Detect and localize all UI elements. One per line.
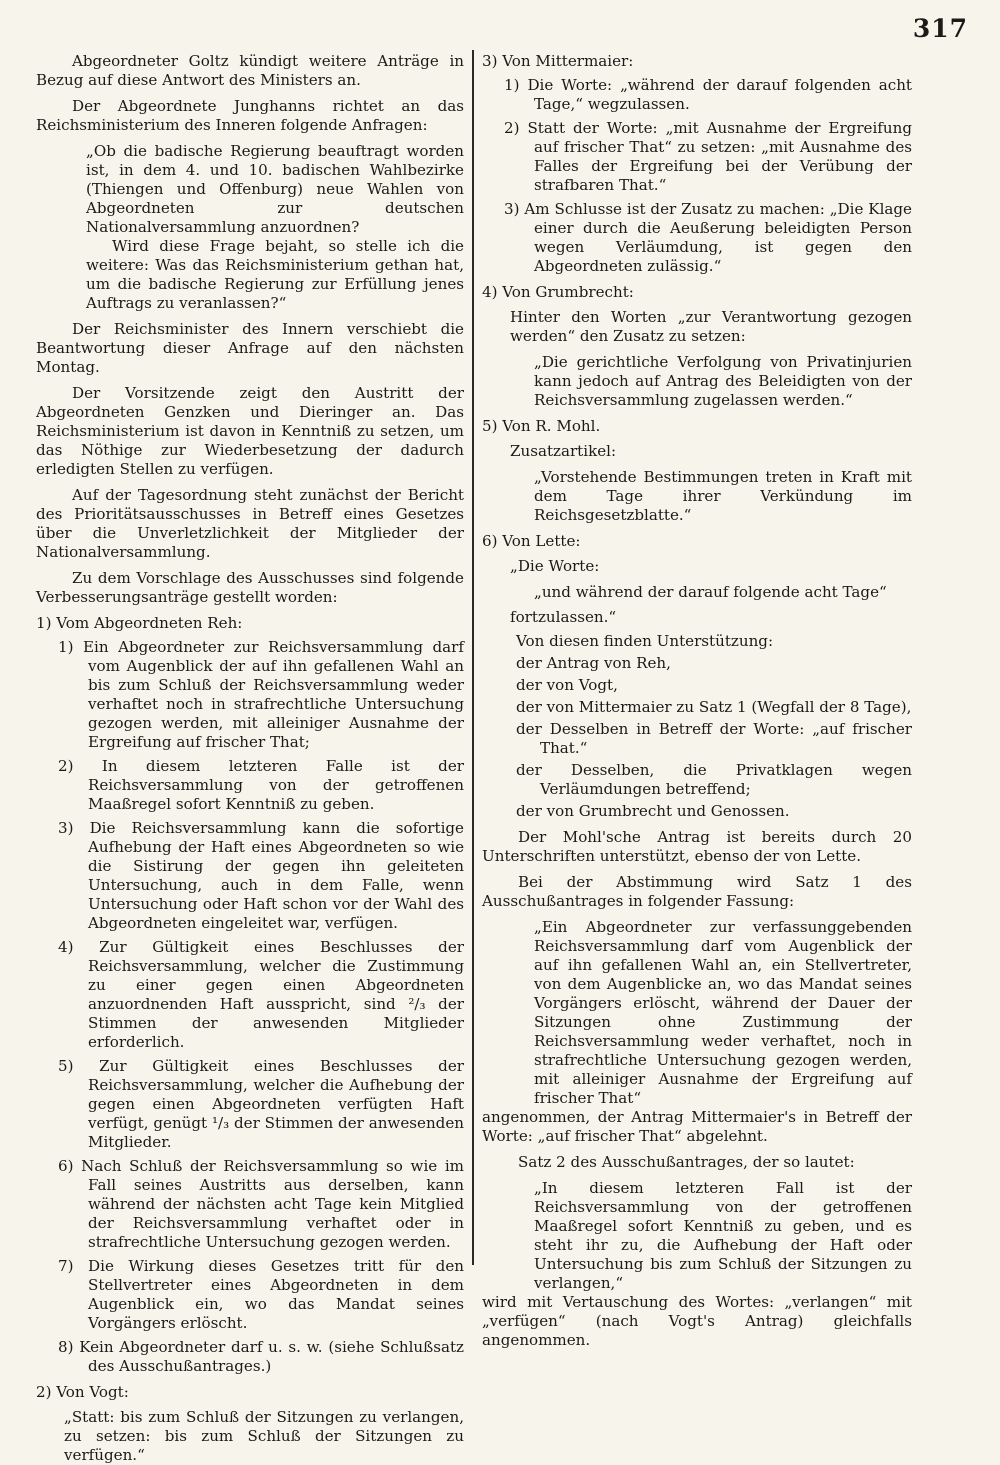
support-item-3: der von Mittermaier zu Satz 1 (Wegfall der 8 Tage), (516, 698, 912, 716)
paragraph-angenommen: angenommen, der Antrag Mittermaier's in Betreff der Worte: „auf frischer That“ abgelehnt. (482, 1108, 912, 1145)
support-item-6: der von Grumbrecht und Genossen. (516, 802, 790, 820)
paragraph-goltz: Abgeordneter Goltz kündigt weitere Anträge in Bezug auf diese Antwort des Ministers an. (36, 52, 464, 89)
mohl-quote: „Vorstehende Bestimmungen treten in Kraft mit dem Tage ihrer Verkündung im Reichsgesetzblatte.“ (534, 468, 912, 524)
paragraph-vorschlag: Zu dem Vorschlage des Ausschusses sind folgende Verbesserungsanträge gestellt worden: (36, 569, 464, 606)
reh-item-5: 5) Zur Gültigkeit eines Beschlusses der Reichsversammlung, welcher die Aufhebung der gegen einen Abgeordneten verfügten Haft verfügt, genügt ¹/₃ der Stimmen der anwesenden Mitglieder. (58, 1057, 464, 1151)
heading-reh: 1) Vom Abgeordneten Reh: (36, 614, 243, 632)
reh-item-7: 7) Die Wirkung dieses Gesetzes tritt für den Stellvertreter eines Abgeordneten in dem Augenblick ein, wo das Mandat seines Vorgängers erlöscht. (58, 1257, 464, 1332)
lette-quote: „und während der darauf folgende acht Tage“ (534, 583, 887, 601)
grumbrecht-quote: „Die gerichtliche Verfolgung von Privatinjurien kann jedoch auf Antrag des Beleidigten von der Reichsversammlung zugelassen werden.“ (534, 353, 912, 409)
heading-mittermaier: 3) Von Mittermaier: (482, 52, 634, 70)
mittermaier-item-3: 3) Am Schlusse ist der Zusatz zu machen: „Die Klage einer durch die Aeußerung beleidigten Person wegen Verläumdung, ist gegen den Abgeordneten zulässig.“ (504, 200, 912, 275)
quote-question-2: Wird diese Frage bejaht, so stelle ich die weitere: Was das Reichsministerium gethan hat, um die badische Regierung zur Erfüllung jenes Auftrags zu veranlassen?“ (86, 237, 464, 312)
reh-item-4: 4) Zur Gültigkeit eines Beschlusses der Reichsversammlung, welcher die Zustimmung zu einer gegen einen Abgeordneten anzuordnenden Haft ausspricht, sind ²/₃ der Stimmen der anwesenden Mitglieder erforderlich. (58, 938, 464, 1051)
mohl-label: Zusatzartikel: (510, 442, 617, 460)
abstimmung-quote: „Ein Abgeordneter zur verfassunggebenden Reichsversammlung darf vom Augenblick der auf ihn gefallenen Wahl an, ein Stellvertreter, von dem Augenblicke an, wo das Mandat seines Vorgängers erlöscht, während der Dauer der Sitzungen ohne Zustimmung der Reichsversammlung weder verhaftet, noch in strafrechtliche Untersuchung gezogen werden, mit alleiniger Ausnahme der Ergreifung auf frischer That“ (534, 918, 912, 1107)
reh-item-1: 1) Ein Abgeordneter zur Reichsversammlung darf vom Augenblick der auf ihn gefallenen Wahl an bis zum Schluß der Reichsversammlung weder verhaftet noch in strafrechtliche Untersuchung gezogen werden, mit alleiniger Ausnahme der Ergreifung auf frischer That; (58, 638, 464, 751)
reh-item-6: 6) Nach Schluß der Reichsversammlung so wie im Fall seines Austritts aus derselben, kann während der nächsten acht Tage kein Mitglied der Reichsversammlung verhaftet oder in strafrechtliche Untersuchung gezogen werden. (58, 1157, 464, 1251)
reh-item-8: 8) Kein Abgeordneter darf u. s. w. (siehe Schlußsatz des Ausschußantrages.) (58, 1338, 464, 1375)
paragraph-tagesordnung: Auf der Tagesordnung steht zunächst der Bericht des Prioritätsausschusses in Betreff eines Gesetzes über die Unverletzlichkeit der Mitglieder der Nationalversammlung. (36, 486, 464, 561)
paragraph-satz2: Satz 2 des Ausschußantrages, der so lautet: (518, 1153, 855, 1171)
reh-item-2: 2) In diesem letzteren Falle ist der Reichsversammlung von der getroffenen Maaßregel sofort Kenntniß zu geben. (58, 757, 464, 813)
paragraph-vorsitzende: Der Vorsitzende zeigt den Austritt der Abgeordneten Genzken und Dieringer an. Das Reichsministerium ist davon in Kenntniß zu setzen, um das Nöthige zur Wiederbesetzung der dadurch erledigten Stellen zu verfügen. (36, 384, 464, 478)
heading-lette: 6) Von Lette: (482, 532, 581, 550)
mittermaier-item-2: 2) Statt der Worte: „mit Ausnahme der Ergreifung auf frischer That“ zu setzen: „mit Ausnahme des Falles der Ergreifung bei der Verübung der strafbaren That.“ (504, 119, 912, 194)
support-intro: Von diesen finden Unterstützung: (516, 632, 774, 650)
lette-end: fortzulassen.“ (510, 608, 617, 626)
paragraph-junghanns: Der Abgeordnete Junghanns richtet an das Reichsministerium des Inneren folgende Anfragen: (36, 97, 464, 134)
support-item-2: der von Vogt, (516, 676, 618, 694)
paragraph-abstimmung: Bei der Abstimmung wird Satz 1 des Ausschußantrages in folgender Fassung: (482, 873, 912, 910)
heading-mohl: 5) Von R. Mohl. (482, 417, 601, 435)
support-item-5: der Desselben, die Privatklagen wegen Verläumdungen betreffend; (516, 761, 912, 798)
satz2-quote: „In diesem letzteren Fall ist der Reichsversammlung von der getroffenen Maaßregel sofort Kenntniß zu geben, und es steht ihr zu, die Aufhebung der Haft oder Untersuchung bis zum Schluß der Sitzungen zu verlangen,“ (534, 1179, 912, 1292)
paragraph-mohl-antrag: Der Mohl'sche Antrag ist bereits durch 20 Unterschriften unterstützt, ebenso der von Lette. (482, 828, 912, 865)
heading-vogt: 2) Von Vogt: (36, 1383, 129, 1401)
page-number: 317 (912, 14, 968, 43)
quote-question-1: „Ob die badische Regierung beauftragt worden ist, in dem 4. und 10. badischen Wahlbezirke (Thiengen und Offenburg) neue Wahlen von Abgeordneten zur deutschen Nationalversammlung anzuordnen? (86, 142, 464, 236)
left-column (36, 52, 464, 1465)
heading-grumbrecht: 4) Von Grumbrecht: (482, 283, 634, 301)
vogt-text: „Statt: bis zum Schluß der Sitzungen zu verlangen, zu setzen: bis zum Schluß der Sitzungen zu verfügen.“ (64, 1408, 464, 1464)
paragraph-final: wird mit Vertauschung des Wortes: „verlangen“ mit „verfügen“ (nach Vogt's Antrag) gleichfalls angenommen. (482, 1293, 912, 1349)
mittermaier-item-1: 1) Die Worte: „während der darauf folgenden acht Tage,“ wegzulassen. (504, 76, 912, 113)
reh-item-3: 3) Die Reichsversammlung kann die sofortige Aufhebung der Haft eines Abgeordneten so wie die Sistirung der gegen ihn geleiteten Untersuchung, auch in dem Falle, wenn Untersuchung oder Haft schon vor der Wahl des Abgeordneten eingeleitet war, verfügen. (58, 819, 464, 932)
lette-label: „Die Worte: (510, 557, 600, 575)
grumbrecht-intro: Hinter den Worten „zur Verantwortung gezogen werden“ den Zusatz zu setzen: (510, 308, 912, 345)
paragraph-minister: Der Reichsminister des Innern verschiebt die Beantwortung dieser Anfrage auf den nächsten Montag. (36, 320, 464, 376)
support-item-1: der Antrag von Reh, (516, 654, 671, 672)
right-column (482, 52, 912, 1350)
support-item-4: der Desselben in Betreff der Worte: „auf frischer That.“ (516, 720, 912, 757)
column-divider (472, 50, 474, 1265)
